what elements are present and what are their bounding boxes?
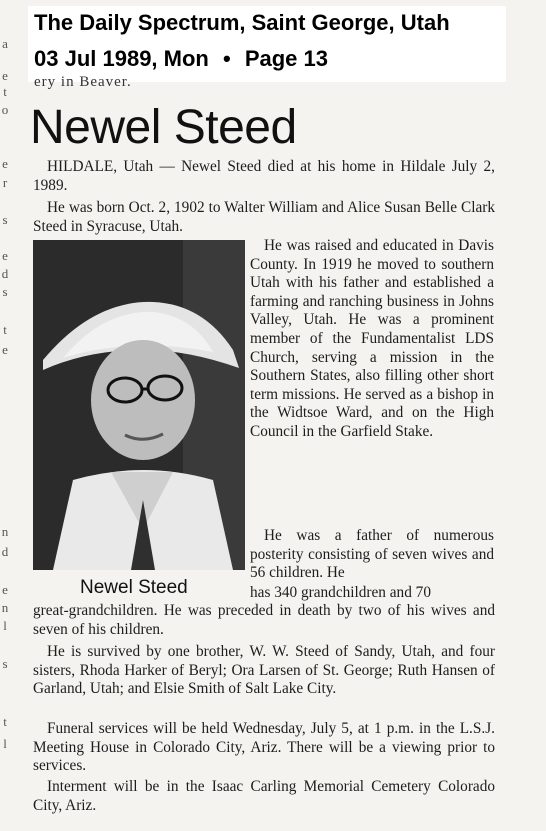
paragraph-survivors: He is survived by one brother, W. W. Steed of Sandy, Utah, and four sisters, Rhoda Harker of Beryl; Ora Larsen of St. George; Ruth Hansen of Garland, Utah; and Elsie Smith of Salt Lake City. — [33, 643, 495, 698]
margin-fragment: e — [2, 68, 8, 83]
obituary-headline: Newel Steed — [30, 101, 297, 154]
margin-fragment: e — [2, 342, 8, 357]
previous-article-fragment: ery in Beaver. — [34, 74, 132, 90]
margin-fragment: s — [2, 656, 8, 671]
margin-fragment: d — [1, 544, 9, 559]
margin-fragment: t — [3, 322, 7, 337]
margin-fragment: e — [2, 156, 8, 171]
margin-fragment: s — [2, 212, 8, 227]
portrait-photo — [33, 240, 245, 570]
margin-fragment: l — [3, 618, 7, 633]
clipping-page: Page 13 — [244, 46, 328, 71]
clipping-date-page — [34, 46, 328, 72]
margin-fragment: n — [1, 524, 9, 539]
margin-fragment: t — [3, 714, 7, 729]
margin-fragment: s — [2, 284, 8, 299]
paragraph-interment: Interment will be in the Isaac Carling Memorial Cemetery Colorado City, Ariz. — [33, 778, 495, 814]
paragraph-funeral: Funeral services will be held Wednesday, July 5, at 1 p.m. in the L.S.J. Meeting House in Colorado City, Ariz. There will be a viewing prior to services. — [33, 720, 495, 775]
clipping-separator: • — [222, 46, 231, 71]
margin-fragment: r — [2, 175, 8, 190]
paragraph-life: He was raised and educated in Davis County. In 1919 he moved to southern Utah with his father and established a farming and ranching business in Johns Valley, Utah. He was a prominent member of the Fundamentalist LDS Church, serving a mission in the Southern States, also filling other short term missions. He served as a bishop in the Widtsoe Ward, and on the High Council in the Garfield Stake. — [250, 237, 494, 440]
clipping-source: The Daily Spectrum, Saint George, Utah — [34, 10, 450, 35]
paragraph-dateline: HILDALE, Utah — Newel Steed died at his home in Hildale July 2, 1989. — [33, 158, 495, 194]
photo-caption: Newel Steed — [80, 577, 188, 598]
clipping-header — [28, 6, 506, 82]
paragraph-family-start: He was a father of numerous posterity consisting of seven wives and 56 children. He — [250, 527, 494, 582]
clipping-date: 03 Jul 1989, Mon — [34, 46, 209, 71]
margin-fragment: t — [3, 84, 7, 99]
margin-fragment: n — [1, 600, 9, 615]
paragraph-family-end: great-grandchildren. He was preceded in death by two of his wives and seven of his children. — [33, 602, 495, 638]
portrait-image — [33, 240, 245, 570]
margin-fragment: o — [1, 102, 9, 117]
paragraph-birth: He was born Oct. 2, 1902 to Walter William and Alice Susan Belle Clark Steed in Syracuse, Utah. — [33, 199, 495, 235]
margin-fragment: d — [1, 266, 9, 281]
margin-fragment: l — [3, 736, 7, 751]
margin-fragment: a — [2, 36, 8, 51]
margin-fragment: e — [2, 582, 8, 597]
paragraph-family-mid: has 340 grandchildren and 70 — [250, 584, 431, 601]
margin-fragment: e — [2, 248, 8, 263]
